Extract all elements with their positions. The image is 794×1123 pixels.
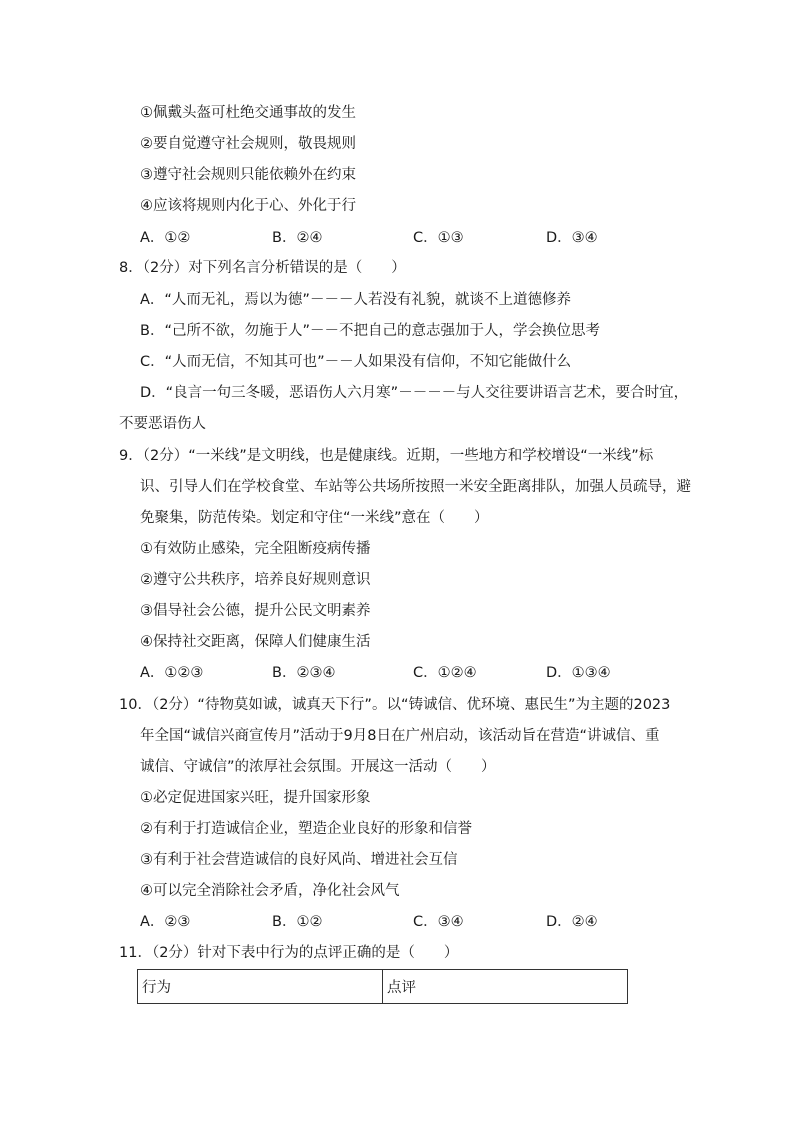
- q8-option-c: C．“人而无信，不知其可也”－－人如果没有信仰，不知它能做什么: [140, 354, 572, 370]
- q7-statement-3: ③遵守社会规则只能依赖外在约束: [140, 167, 356, 183]
- q8-option-d: D．“良言一句三冬暖，恶语伤人六月寒”－－－－与人交往要讲语言艺术，要合时宜，: [140, 385, 689, 401]
- q10-stem-line-1: 10．（2分）“待物莫如诚，诚真天下行”。以“铸诚信、优环境、惠民生”为主题的2023: [119, 697, 671, 713]
- q9-option-b: B．②③④: [272, 665, 336, 681]
- table-header-behavior: 行为: [138, 970, 383, 1004]
- q9-stem-line-2: 识、引导人们在学校食堂、车站等公共场所按照一米安全距离排队，加强人员疏导，避: [140, 479, 691, 495]
- q9-statement-2: ②遵守公共秩序，培养良好规则意识: [140, 572, 371, 588]
- q10-stem-line-2: 年全国“诚信兴商宣传月”活动于9月8日在广州启动，该活动旨在营造“讲诚信、重: [140, 728, 660, 744]
- q9-statement-1: ①有效防止感染，完全阻断疫病传播: [140, 541, 371, 557]
- q7-statement-4: ④应该将规则内化于心、外化于行: [140, 198, 356, 214]
- table-header-row: [138, 970, 628, 1004]
- q11-stem: 11．（2分）针对下表中行为的点评正确的是（ ）: [119, 945, 459, 961]
- q11-table: [137, 969, 628, 1004]
- q7-option-d: D．③④: [546, 230, 598, 246]
- q10-option-d: D．②④: [546, 914, 598, 930]
- q10-option-a: A．②③: [140, 914, 191, 930]
- q8-option-a: A．“人而无礼，焉以为德”－－－人若没有礼貌，就谈不上道德修养: [140, 292, 571, 308]
- q10-statement-1: ①必定促进国家兴旺，提升国家形象: [140, 790, 371, 806]
- q9-statement-4: ④保持社交距离，保障人们健康生活: [140, 634, 371, 650]
- q7-statement-2: ②要自觉遵守社会规则，敬畏规则: [140, 136, 356, 152]
- q7-statement-1: ①佩戴头盔可杜绝交通事故的发生: [140, 105, 356, 121]
- q9-option-a: A．①②③: [140, 665, 204, 681]
- q7-option-c: C．①③: [413, 230, 464, 246]
- q10-option-b: B．①②: [272, 914, 323, 930]
- q9-stem-line-1: 9．（2分）“一米线”是文明线，也是健康线。近期，一些地方和学校增设“一米线”标: [119, 448, 654, 464]
- q7-option-a: A．①②: [140, 230, 191, 246]
- q8-option-d-continuation: 不要恶语伤人: [119, 416, 206, 432]
- q10-statement-2: ②有利于打造诚信企业，塑造企业良好的形象和信誉: [140, 821, 472, 837]
- q8-option-b: B．“己所不欲，勿施于人”－－不把自己的意志强加于人，学会换位思考: [140, 323, 600, 339]
- q9-statement-3: ③倡导社会公德，提升公民文明素养: [140, 603, 371, 619]
- q8-stem: 8．（2分）对下列名言分析错误的是（ ）: [119, 260, 406, 276]
- q7-option-b: B．②④: [272, 230, 323, 246]
- q9-option-d: D．①③④: [546, 665, 611, 681]
- q9-stem-line-3: 免聚集，防范传染。划定和守住“一米线”意在（ ）: [140, 510, 489, 526]
- q10-statement-4: ④可以完全消除社会矛盾，净化社会风气: [140, 883, 400, 899]
- q10-stem-line-3: 诚信、守诚信”的浓厚社会氛围。开展这一活动（ ）: [140, 759, 496, 775]
- table-header-comment: 点评: [383, 970, 628, 1004]
- q9-option-c: C．①②④: [413, 665, 477, 681]
- q10-option-c: C．③④: [413, 914, 464, 930]
- q10-statement-3: ③有利于社会营造诚信的良好风尚、增进社会互信: [140, 852, 458, 868]
